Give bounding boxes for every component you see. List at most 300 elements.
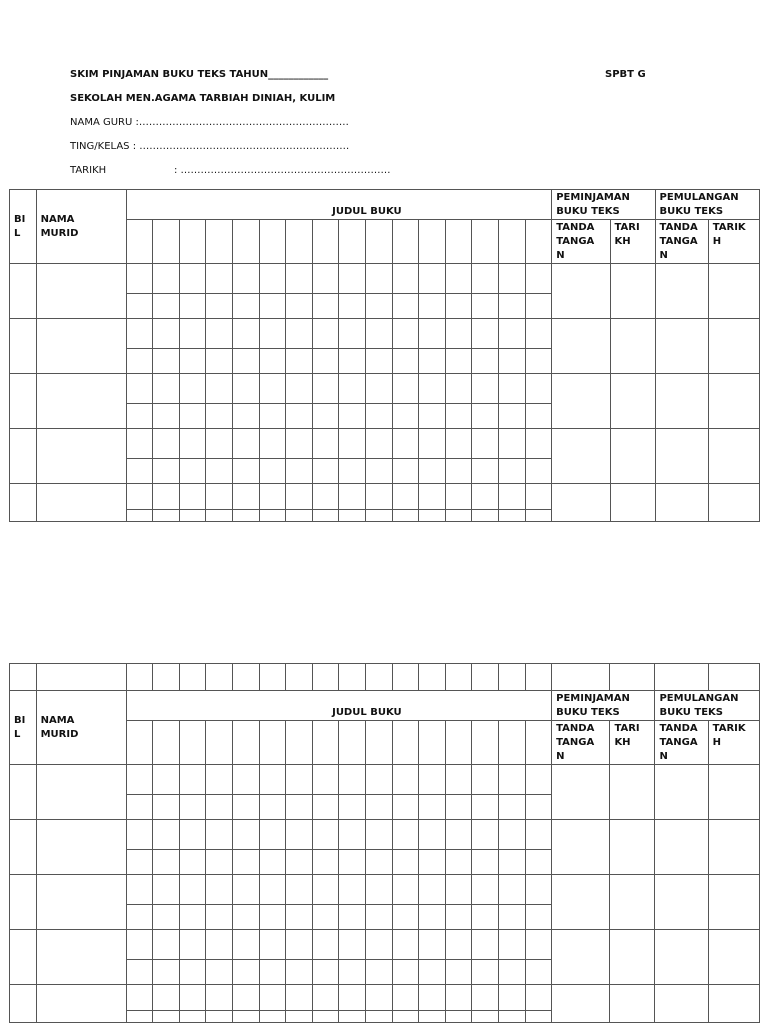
book-cell[interactable] <box>179 264 206 294</box>
nama-murid-cell[interactable] <box>36 930 126 985</box>
book-cell[interactable] <box>419 484 446 510</box>
book-cell[interactable] <box>286 985 313 1011</box>
book-cell[interactable] <box>498 264 525 294</box>
book-cell[interactable] <box>179 294 206 319</box>
book-cell[interactable] <box>153 765 180 795</box>
book-cell[interactable] <box>498 985 525 1011</box>
book-cell[interactable] <box>445 429 472 459</box>
book-cell[interactable] <box>286 820 313 850</box>
nama-murid-cell[interactable] <box>36 429 126 484</box>
book-cell[interactable] <box>206 850 233 875</box>
book-cell[interactable] <box>445 1011 472 1023</box>
book-cell[interactable] <box>153 1011 180 1023</box>
book-cell[interactable] <box>153 319 180 349</box>
book-cell[interactable] <box>259 850 286 875</box>
book-cell[interactable] <box>392 319 419 349</box>
book-cell[interactable] <box>153 404 180 429</box>
book-cell[interactable] <box>233 930 260 960</box>
book-cell[interactable] <box>392 374 419 404</box>
tanda-tangan-pulang-cell[interactable] <box>655 374 708 429</box>
book-cell[interactable] <box>445 404 472 429</box>
book-cell[interactable] <box>259 985 286 1011</box>
book-cell[interactable] <box>365 721 392 765</box>
book-cell[interactable] <box>312 294 339 319</box>
tarikh-pinjam-cell[interactable] <box>610 264 655 319</box>
book-cell[interactable] <box>339 220 366 264</box>
book-cell[interactable] <box>365 1011 392 1023</box>
book-cell[interactable] <box>472 429 499 459</box>
book-cell[interactable] <box>445 905 472 930</box>
book-cell[interactable] <box>126 220 153 264</box>
empty-cell[interactable] <box>286 664 313 691</box>
book-cell[interactable] <box>339 294 366 319</box>
book-cell[interactable] <box>525 960 552 985</box>
book-cell[interactable] <box>179 795 206 820</box>
book-cell[interactable] <box>126 875 153 905</box>
nama-murid-cell[interactable] <box>36 319 126 374</box>
book-cell[interactable] <box>392 930 419 960</box>
book-cell[interactable] <box>206 875 233 905</box>
book-cell[interactable] <box>206 404 233 429</box>
book-cell[interactable] <box>445 294 472 319</box>
book-cell[interactable] <box>286 374 313 404</box>
book-cell[interactable] <box>525 985 552 1011</box>
tarikh-pulang-cell[interactable] <box>708 374 759 429</box>
book-cell[interactable] <box>233 349 260 374</box>
book-cell[interactable] <box>153 820 180 850</box>
empty-cell[interactable] <box>419 664 446 691</box>
book-cell[interactable] <box>392 349 419 374</box>
book-cell[interactable] <box>339 765 366 795</box>
book-cell[interactable] <box>206 374 233 404</box>
book-cell[interactable] <box>312 960 339 985</box>
book-cell[interactable] <box>126 484 153 510</box>
book-cell[interactable] <box>365 875 392 905</box>
book-cell[interactable] <box>179 850 206 875</box>
book-cell[interactable] <box>392 1011 419 1023</box>
book-cell[interactable] <box>233 484 260 510</box>
book-cell[interactable] <box>179 960 206 985</box>
book-cell[interactable] <box>498 319 525 349</box>
book-cell[interactable] <box>233 960 260 985</box>
book-cell[interactable] <box>498 1011 525 1023</box>
book-cell[interactable] <box>259 374 286 404</box>
book-cell[interactable] <box>365 264 392 294</box>
book-cell[interactable] <box>419 294 446 319</box>
book-cell[interactable] <box>153 510 180 522</box>
book-cell[interactable] <box>498 850 525 875</box>
book-cell[interactable] <box>419 459 446 484</box>
book-cell[interactable] <box>126 850 153 875</box>
book-cell[interactable] <box>206 795 233 820</box>
book-cell[interactable] <box>259 905 286 930</box>
book-cell[interactable] <box>206 319 233 349</box>
book-cell[interactable] <box>286 850 313 875</box>
book-cell[interactable] <box>472 765 499 795</box>
book-cell[interactable] <box>445 930 472 960</box>
tanda-tangan-pinjam-cell[interactable] <box>552 484 610 522</box>
book-cell[interactable] <box>392 795 419 820</box>
tanda-tangan-pulang-cell[interactable] <box>655 930 708 985</box>
book-cell[interactable] <box>312 985 339 1011</box>
book-cell[interactable] <box>472 294 499 319</box>
book-cell[interactable] <box>365 459 392 484</box>
book-cell[interactable] <box>126 319 153 349</box>
book-cell[interactable] <box>233 905 260 930</box>
empty-cell[interactable] <box>153 664 180 691</box>
book-cell[interactable] <box>392 459 419 484</box>
tanda-tangan-pinjam-cell[interactable] <box>552 264 610 319</box>
book-cell[interactable] <box>233 459 260 484</box>
book-cell[interactable] <box>153 459 180 484</box>
book-cell[interactable] <box>525 905 552 930</box>
book-cell[interactable] <box>259 875 286 905</box>
book-cell[interactable] <box>126 510 153 522</box>
book-cell[interactable] <box>233 429 260 459</box>
empty-cell[interactable] <box>126 664 153 691</box>
empty-cell[interactable] <box>392 664 419 691</box>
tarikh-pulang-cell[interactable] <box>708 765 759 820</box>
bil-cell[interactable] <box>10 374 37 429</box>
nama-murid-cell[interactable] <box>36 985 126 1023</box>
book-cell[interactable] <box>126 930 153 960</box>
book-cell[interactable] <box>472 349 499 374</box>
book-cell[interactable] <box>472 264 499 294</box>
book-cell[interactable] <box>312 459 339 484</box>
book-cell[interactable] <box>365 905 392 930</box>
book-cell[interactable] <box>392 820 419 850</box>
book-cell[interactable] <box>206 1011 233 1023</box>
book-cell[interactable] <box>312 220 339 264</box>
book-cell[interactable] <box>126 820 153 850</box>
tanda-tangan-pinjam-cell[interactable] <box>552 985 610 1023</box>
book-cell[interactable] <box>259 429 286 459</box>
book-cell[interactable] <box>259 960 286 985</box>
tarikh-line[interactable]: : ……………………………………………………… <box>174 165 391 176</box>
book-cell[interactable] <box>365 294 392 319</box>
book-cell[interactable] <box>179 404 206 429</box>
tanda-tangan-pinjam-cell[interactable] <box>552 930 610 985</box>
book-cell[interactable] <box>179 1011 206 1023</box>
book-cell[interactable] <box>286 294 313 319</box>
book-cell[interactable] <box>365 510 392 522</box>
book-cell[interactable] <box>445 820 472 850</box>
book-cell[interactable] <box>525 510 552 522</box>
tarikh-pulang-cell[interactable] <box>708 875 759 930</box>
book-cell[interactable] <box>365 795 392 820</box>
book-cell[interactable] <box>233 850 260 875</box>
book-cell[interactable] <box>312 349 339 374</box>
book-cell[interactable] <box>472 404 499 429</box>
book-cell[interactable] <box>339 404 366 429</box>
book-cell[interactable] <box>179 349 206 374</box>
book-cell[interactable] <box>153 429 180 459</box>
book-cell[interactable] <box>153 374 180 404</box>
book-cell[interactable] <box>339 264 366 294</box>
tarikh-pinjam-cell[interactable] <box>610 319 655 374</box>
book-cell[interactable] <box>525 264 552 294</box>
nama-guru-line[interactable]: NAMA GURU :……………………………………………………… <box>70 117 349 128</box>
book-cell[interactable] <box>525 930 552 960</box>
book-cell[interactable] <box>445 510 472 522</box>
book-cell[interactable] <box>233 319 260 349</box>
tarikh-pulang-cell[interactable] <box>708 264 759 319</box>
book-cell[interactable] <box>392 404 419 429</box>
book-cell[interactable] <box>419 349 446 374</box>
book-cell[interactable] <box>312 264 339 294</box>
book-cell[interactable] <box>498 484 525 510</box>
book-cell[interactable] <box>179 765 206 795</box>
book-cell[interactable] <box>365 220 392 264</box>
book-cell[interactable] <box>206 820 233 850</box>
book-cell[interactable] <box>419 765 446 795</box>
book-cell[interactable] <box>233 294 260 319</box>
book-cell[interactable] <box>126 264 153 294</box>
book-cell[interactable] <box>233 765 260 795</box>
book-cell[interactable] <box>312 850 339 875</box>
book-cell[interactable] <box>365 765 392 795</box>
tanda-tangan-pulang-cell[interactable] <box>655 985 708 1023</box>
book-cell[interactable] <box>286 404 313 429</box>
bil-cell[interactable] <box>10 319 37 374</box>
book-cell[interactable] <box>498 721 525 765</box>
book-cell[interactable] <box>419 374 446 404</box>
book-cell[interactable] <box>286 264 313 294</box>
book-cell[interactable] <box>126 374 153 404</box>
book-cell[interactable] <box>445 875 472 905</box>
book-cell[interactable] <box>472 510 499 522</box>
book-cell[interactable] <box>365 349 392 374</box>
book-cell[interactable] <box>206 349 233 374</box>
book-cell[interactable] <box>339 850 366 875</box>
empty-cell[interactable] <box>36 664 126 691</box>
book-cell[interactable] <box>179 930 206 960</box>
book-cell[interactable] <box>339 930 366 960</box>
tanda-tangan-pinjam-cell[interactable] <box>552 875 610 930</box>
book-cell[interactable] <box>392 905 419 930</box>
book-cell[interactable] <box>365 484 392 510</box>
tanda-tangan-pinjam-cell[interactable] <box>552 319 610 374</box>
book-cell[interactable] <box>445 220 472 264</box>
book-cell[interactable] <box>339 875 366 905</box>
book-cell[interactable] <box>126 960 153 985</box>
bil-cell[interactable] <box>10 875 37 930</box>
book-cell[interactable] <box>286 484 313 510</box>
book-cell[interactable] <box>445 349 472 374</box>
book-cell[interactable] <box>339 349 366 374</box>
book-cell[interactable] <box>419 220 446 264</box>
book-cell[interactable] <box>259 349 286 374</box>
book-cell[interactable] <box>233 820 260 850</box>
book-cell[interactable] <box>286 960 313 985</box>
book-cell[interactable] <box>179 510 206 522</box>
book-cell[interactable] <box>445 319 472 349</box>
book-cell[interactable] <box>525 319 552 349</box>
book-cell[interactable] <box>445 985 472 1011</box>
book-cell[interactable] <box>392 875 419 905</box>
book-cell[interactable] <box>419 875 446 905</box>
book-cell[interactable] <box>445 264 472 294</box>
book-cell[interactable] <box>233 875 260 905</box>
nama-murid-cell[interactable] <box>36 264 126 319</box>
book-cell[interactable] <box>472 795 499 820</box>
book-cell[interactable] <box>498 459 525 484</box>
book-cell[interactable] <box>392 985 419 1011</box>
book-cell[interactable] <box>392 721 419 765</box>
book-cell[interactable] <box>286 220 313 264</box>
book-cell[interactable] <box>392 220 419 264</box>
book-cell[interactable] <box>286 459 313 484</box>
book-cell[interactable] <box>365 930 392 960</box>
book-cell[interactable] <box>472 459 499 484</box>
book-cell[interactable] <box>525 429 552 459</box>
tarikh-pinjam-cell[interactable] <box>610 820 655 875</box>
book-cell[interactable] <box>233 795 260 820</box>
book-cell[interactable] <box>206 960 233 985</box>
book-cell[interactable] <box>312 429 339 459</box>
book-cell[interactable] <box>498 905 525 930</box>
book-cell[interactable] <box>472 930 499 960</box>
book-cell[interactable] <box>472 319 499 349</box>
book-cell[interactable] <box>286 875 313 905</box>
tarikh-pinjam-cell[interactable] <box>610 429 655 484</box>
book-cell[interactable] <box>472 820 499 850</box>
book-cell[interactable] <box>286 905 313 930</box>
book-cell[interactable] <box>525 404 552 429</box>
tarikh-pulang-cell[interactable] <box>708 985 759 1023</box>
book-cell[interactable] <box>365 319 392 349</box>
book-cell[interactable] <box>525 721 552 765</box>
book-cell[interactable] <box>126 459 153 484</box>
book-cell[interactable] <box>472 985 499 1011</box>
book-cell[interactable] <box>419 795 446 820</box>
empty-cell[interactable] <box>339 664 366 691</box>
empty-cell[interactable] <box>472 664 499 691</box>
ting-kelas-line[interactable]: TING/KELAS : ……………………………………………………… <box>70 141 350 152</box>
book-cell[interactable] <box>286 349 313 374</box>
book-cell[interactable] <box>286 795 313 820</box>
tarikh-pinjam-cell[interactable] <box>610 374 655 429</box>
book-cell[interactable] <box>472 875 499 905</box>
empty-cell[interactable] <box>610 664 655 691</box>
book-cell[interactable] <box>339 459 366 484</box>
book-cell[interactable] <box>339 985 366 1011</box>
tanda-tangan-pulang-cell[interactable] <box>655 765 708 820</box>
book-cell[interactable] <box>259 319 286 349</box>
book-cell[interactable] <box>179 985 206 1011</box>
book-cell[interactable] <box>233 721 260 765</box>
book-cell[interactable] <box>419 905 446 930</box>
book-cell[interactable] <box>153 220 180 264</box>
book-cell[interactable] <box>259 765 286 795</box>
book-cell[interactable] <box>525 850 552 875</box>
book-cell[interactable] <box>126 1011 153 1023</box>
book-cell[interactable] <box>126 905 153 930</box>
book-cell[interactable] <box>365 820 392 850</box>
book-cell[interactable] <box>445 960 472 985</box>
nama-murid-cell[interactable] <box>36 875 126 930</box>
nama-murid-cell[interactable] <box>36 820 126 875</box>
bil-cell[interactable] <box>10 264 37 319</box>
book-cell[interactable] <box>525 765 552 795</box>
book-cell[interactable] <box>312 905 339 930</box>
book-cell[interactable] <box>153 985 180 1011</box>
book-cell[interactable] <box>525 795 552 820</box>
book-cell[interactable] <box>206 930 233 960</box>
book-cell[interactable] <box>365 404 392 429</box>
book-cell[interactable] <box>259 404 286 429</box>
tarikh-pinjam-cell[interactable] <box>610 985 655 1023</box>
book-cell[interactable] <box>498 930 525 960</box>
book-cell[interactable] <box>126 294 153 319</box>
empty-cell[interactable] <box>312 664 339 691</box>
empty-cell[interactable] <box>233 664 260 691</box>
book-cell[interactable] <box>498 875 525 905</box>
book-cell[interactable] <box>419 960 446 985</box>
book-cell[interactable] <box>365 985 392 1011</box>
book-cell[interactable] <box>312 875 339 905</box>
empty-cell[interactable] <box>365 664 392 691</box>
book-cell[interactable] <box>233 404 260 429</box>
empty-cell[interactable] <box>708 664 759 691</box>
tarikh-pinjam-cell[interactable] <box>610 875 655 930</box>
book-cell[interactable] <box>339 319 366 349</box>
book-cell[interactable] <box>339 429 366 459</box>
book-cell[interactable] <box>419 319 446 349</box>
book-cell[interactable] <box>286 930 313 960</box>
tarikh-pinjam-cell[interactable] <box>610 765 655 820</box>
book-cell[interactable] <box>259 220 286 264</box>
book-cell[interactable] <box>312 319 339 349</box>
book-cell[interactable] <box>445 721 472 765</box>
tarikh-pulang-cell[interactable] <box>708 820 759 875</box>
book-cell[interactable] <box>472 960 499 985</box>
book-cell[interactable] <box>419 1011 446 1023</box>
book-cell[interactable] <box>312 820 339 850</box>
book-cell[interactable] <box>206 294 233 319</box>
book-cell[interactable] <box>392 510 419 522</box>
book-cell[interactable] <box>419 985 446 1011</box>
book-cell[interactable] <box>153 294 180 319</box>
book-cell[interactable] <box>233 264 260 294</box>
book-cell[interactable] <box>259 721 286 765</box>
book-cell[interactable] <box>179 429 206 459</box>
book-cell[interactable] <box>419 930 446 960</box>
bil-cell[interactable] <box>10 985 37 1023</box>
tarikh-pulang-cell[interactable] <box>708 429 759 484</box>
book-cell[interactable] <box>445 795 472 820</box>
book-cell[interactable] <box>392 765 419 795</box>
book-cell[interactable] <box>472 374 499 404</box>
book-cell[interactable] <box>525 820 552 850</box>
book-cell[interactable] <box>312 404 339 429</box>
nama-murid-cell[interactable] <box>36 374 126 429</box>
book-cell[interactable] <box>206 765 233 795</box>
book-cell[interactable] <box>179 319 206 349</box>
book-cell[interactable] <box>525 459 552 484</box>
tarikh-pulang-cell[interactable] <box>708 484 759 522</box>
book-cell[interactable] <box>419 721 446 765</box>
book-cell[interactable] <box>525 875 552 905</box>
book-cell[interactable] <box>312 765 339 795</box>
book-cell[interactable] <box>206 459 233 484</box>
book-cell[interactable] <box>153 264 180 294</box>
book-cell[interactable] <box>206 484 233 510</box>
book-cell[interactable] <box>419 510 446 522</box>
bil-cell[interactable] <box>10 765 37 820</box>
empty-cell[interactable] <box>552 664 610 691</box>
book-cell[interactable] <box>365 960 392 985</box>
